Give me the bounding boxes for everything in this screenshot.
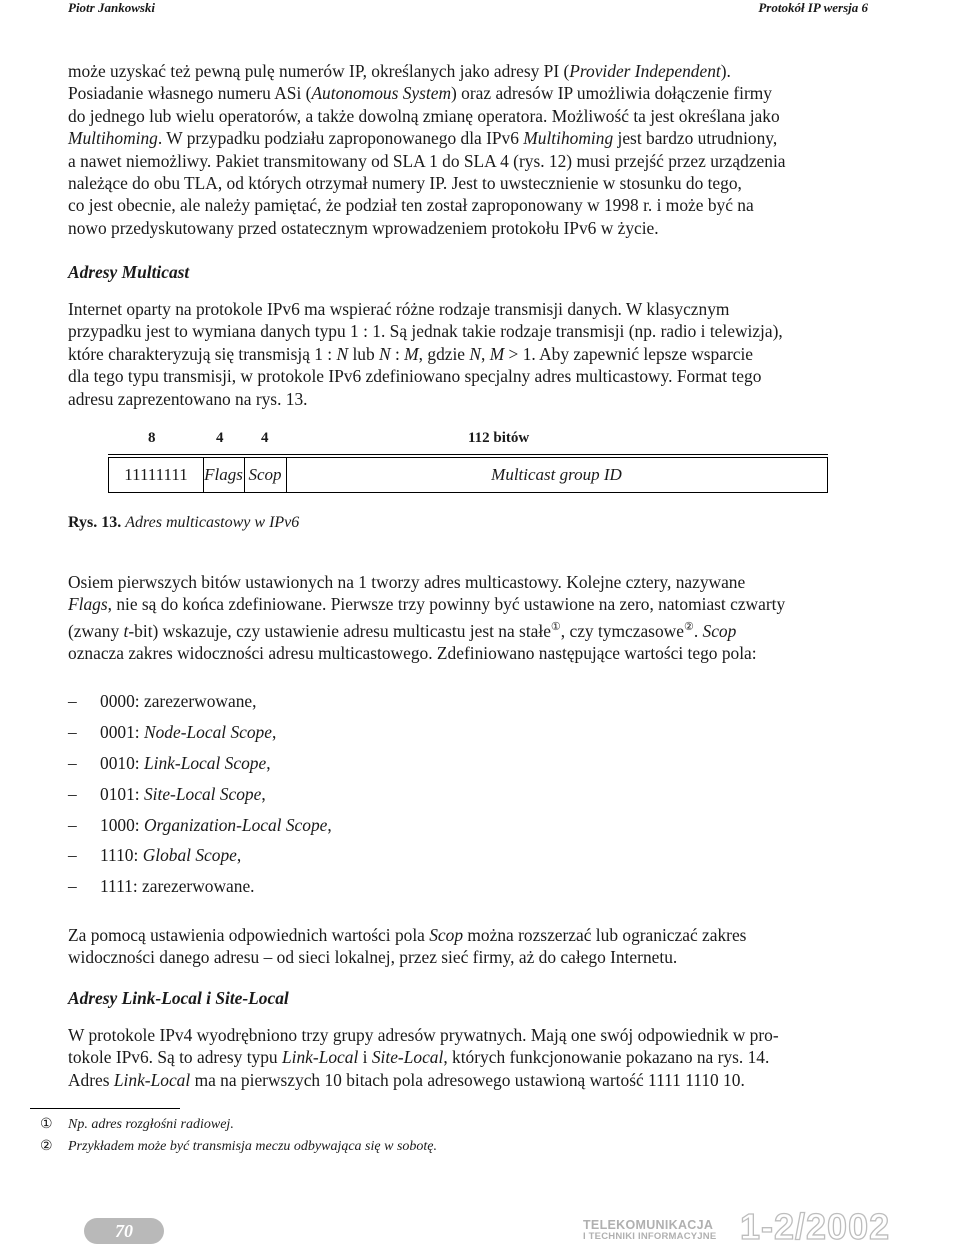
list-item: – 1000: Organization-Local Scope, (68, 814, 332, 835)
running-head (68, 0, 868, 20)
field-group-id: Multicast group ID (491, 465, 622, 484)
paragraph-flags-scop: Osiem pierwszych bitów ustawionych na 1 tworzy adres multicastowy. Kolejne cztery, nazywane Flags, nie są do końca zdefiniowane. Pierwsze trzy powinny być ustawione na zero, natomiast czwarty (zwany t-bit) wskazuje, czy ustawienie adresu multicastu jest na stałe①, czy tymczasowe②. Scop oznacza zakres widoczności adresu multicastowego. Zdefiniowano następujące wartości tego pola: (68, 572, 786, 664)
bit-width-prefix: 8 (148, 430, 156, 446)
field-prefix: 11111111 (124, 465, 188, 484)
footnote-ref-2[interactable]: ② (683, 620, 694, 633)
page-number-badge: 70 (84, 1218, 164, 1244)
journal-brand-line-2: I TECHNIKI INFORMACYJNE (583, 1231, 717, 1242)
document-title: Protokół IP wersja 6 (758, 0, 868, 15)
bit-width-flags: 4 (216, 430, 224, 446)
footnote-2: ② Przykładem może być transmisja meczu odbywająca się w sobotę. (40, 1139, 437, 1154)
bit-width-group: 112 bitów (468, 430, 530, 446)
journal-brand (583, 1220, 716, 1242)
field-flags: Flags (204, 465, 243, 484)
paragraph-scop-usage: Za pomocą ustawienia odpowiednich wartości pola Scop można rozszerzać lub ograniczać zakres widoczności danego adresu – od sieci lokalnej, przez sieć firmy, aż do całego Internetu. (68, 925, 747, 968)
list-item: – 0000: zarezerwowane, (68, 691, 257, 711)
issue-number: 1-2/2002 (740, 1206, 891, 1247)
field-scop: Scop (248, 465, 282, 484)
footnote-1: ① Np. adres rozgłośni radiowej. (40, 1117, 234, 1132)
figure-caption-label: Rys. 13. (68, 514, 122, 531)
paragraph-multicast: Internet oparty na protokole IPv6 ma wspierać różne rodzaje transmisji danych. W klasycznym przypadku jest to wymiana danych typu 1 : 1. Są jednak takie rodzaje transmisji (np. radio i telewizja), które charakteryzują się transmisją 1 : N lub N : M, gdzie N, M > 1. Aby zapewnić lepsze wsparcie dla tego typu transmisji, w protokole IPv6 zdefiniowano specjalny adres multicastowy. Format tego adresu zaprezentowano na rys. 13. (68, 299, 783, 409)
list-item: – 0101: Site-Local Scope, (68, 783, 266, 804)
footnote-marker: ① (40, 1117, 53, 1132)
figure-divider (108, 454, 828, 455)
figure-caption-text: Adres multicastowy w IPv6 (125, 514, 300, 531)
author-name: Piotr Jankowski (68, 0, 156, 15)
footnote-ref-1[interactable]: ① (550, 620, 561, 633)
footnote-marker: ② (40, 1139, 53, 1154)
section-heading-multicast: Adresy Multicast (68, 262, 190, 282)
multicast-address-diagram (108, 457, 828, 493)
footnote-rule (30, 1108, 180, 1109)
figure-bit-widths (108, 430, 828, 452)
paragraph-intro: może uzyskać też pewną pulę numerów IP, określanych jako adresy PI (Provider Independent). Posiadanie własnego numeru ASi (Autonomous System) oraz adresów IP umożliwia dołączenie firmy do jednego lub wielu operatorów, a także dowolną zmianę operatora. Możliwość ta jest określana jako Multihoming. W przypadku podziału zaproponowanego dla IPv6 Multihoming jest bardzo utrudniony, a nawet niemożliwy. Pakiet transmitowany od SLA 1 do SLA 4 (rys. 12) musi przejść przez urządzenia należące do obu TLA, od których otrzymał numery IP. Jest to uwstecznienie w stosunku do tego, co jest obecnie, ale należy pamiętać, że podział ten został zaproponowany w 1998 r. i może być na nowo przedyskutowany przed ostatecznym wprowadzeniem protokołu IPv6 w życie. (68, 61, 786, 238)
section-heading-link-site-local: Adresy Link-Local i Site-Local (68, 988, 289, 1008)
paragraph-link-local: W protokole IPv4 wyodrębniono trzy grupy adresów prywatnych. Mają one swój odpowiednik w pro- tokole IPv6. Są to adresy typu Link-Local i Site-Local, których funkcjonowanie pokazano na rys. 14. Adres Link-Local ma na pierwszych 10 bitach pola adresowego ustawioną wartość 1111 1110 10. (68, 1025, 779, 1090)
figure-caption (68, 514, 299, 532)
list-item: – 0001: Node-Local Scope, (68, 721, 277, 742)
scope-values-list (68, 686, 868, 902)
list-item: – 0010: Link-Local Scope, (68, 752, 271, 773)
journal-brand-line-1: TELEKOMUNIKACJA (583, 1218, 714, 1232)
bit-width-scop: 4 (261, 430, 269, 446)
list-item: – 1111: zarezerwowane. (68, 876, 255, 897)
list-item: – 1110: Global Scope, (68, 845, 242, 866)
